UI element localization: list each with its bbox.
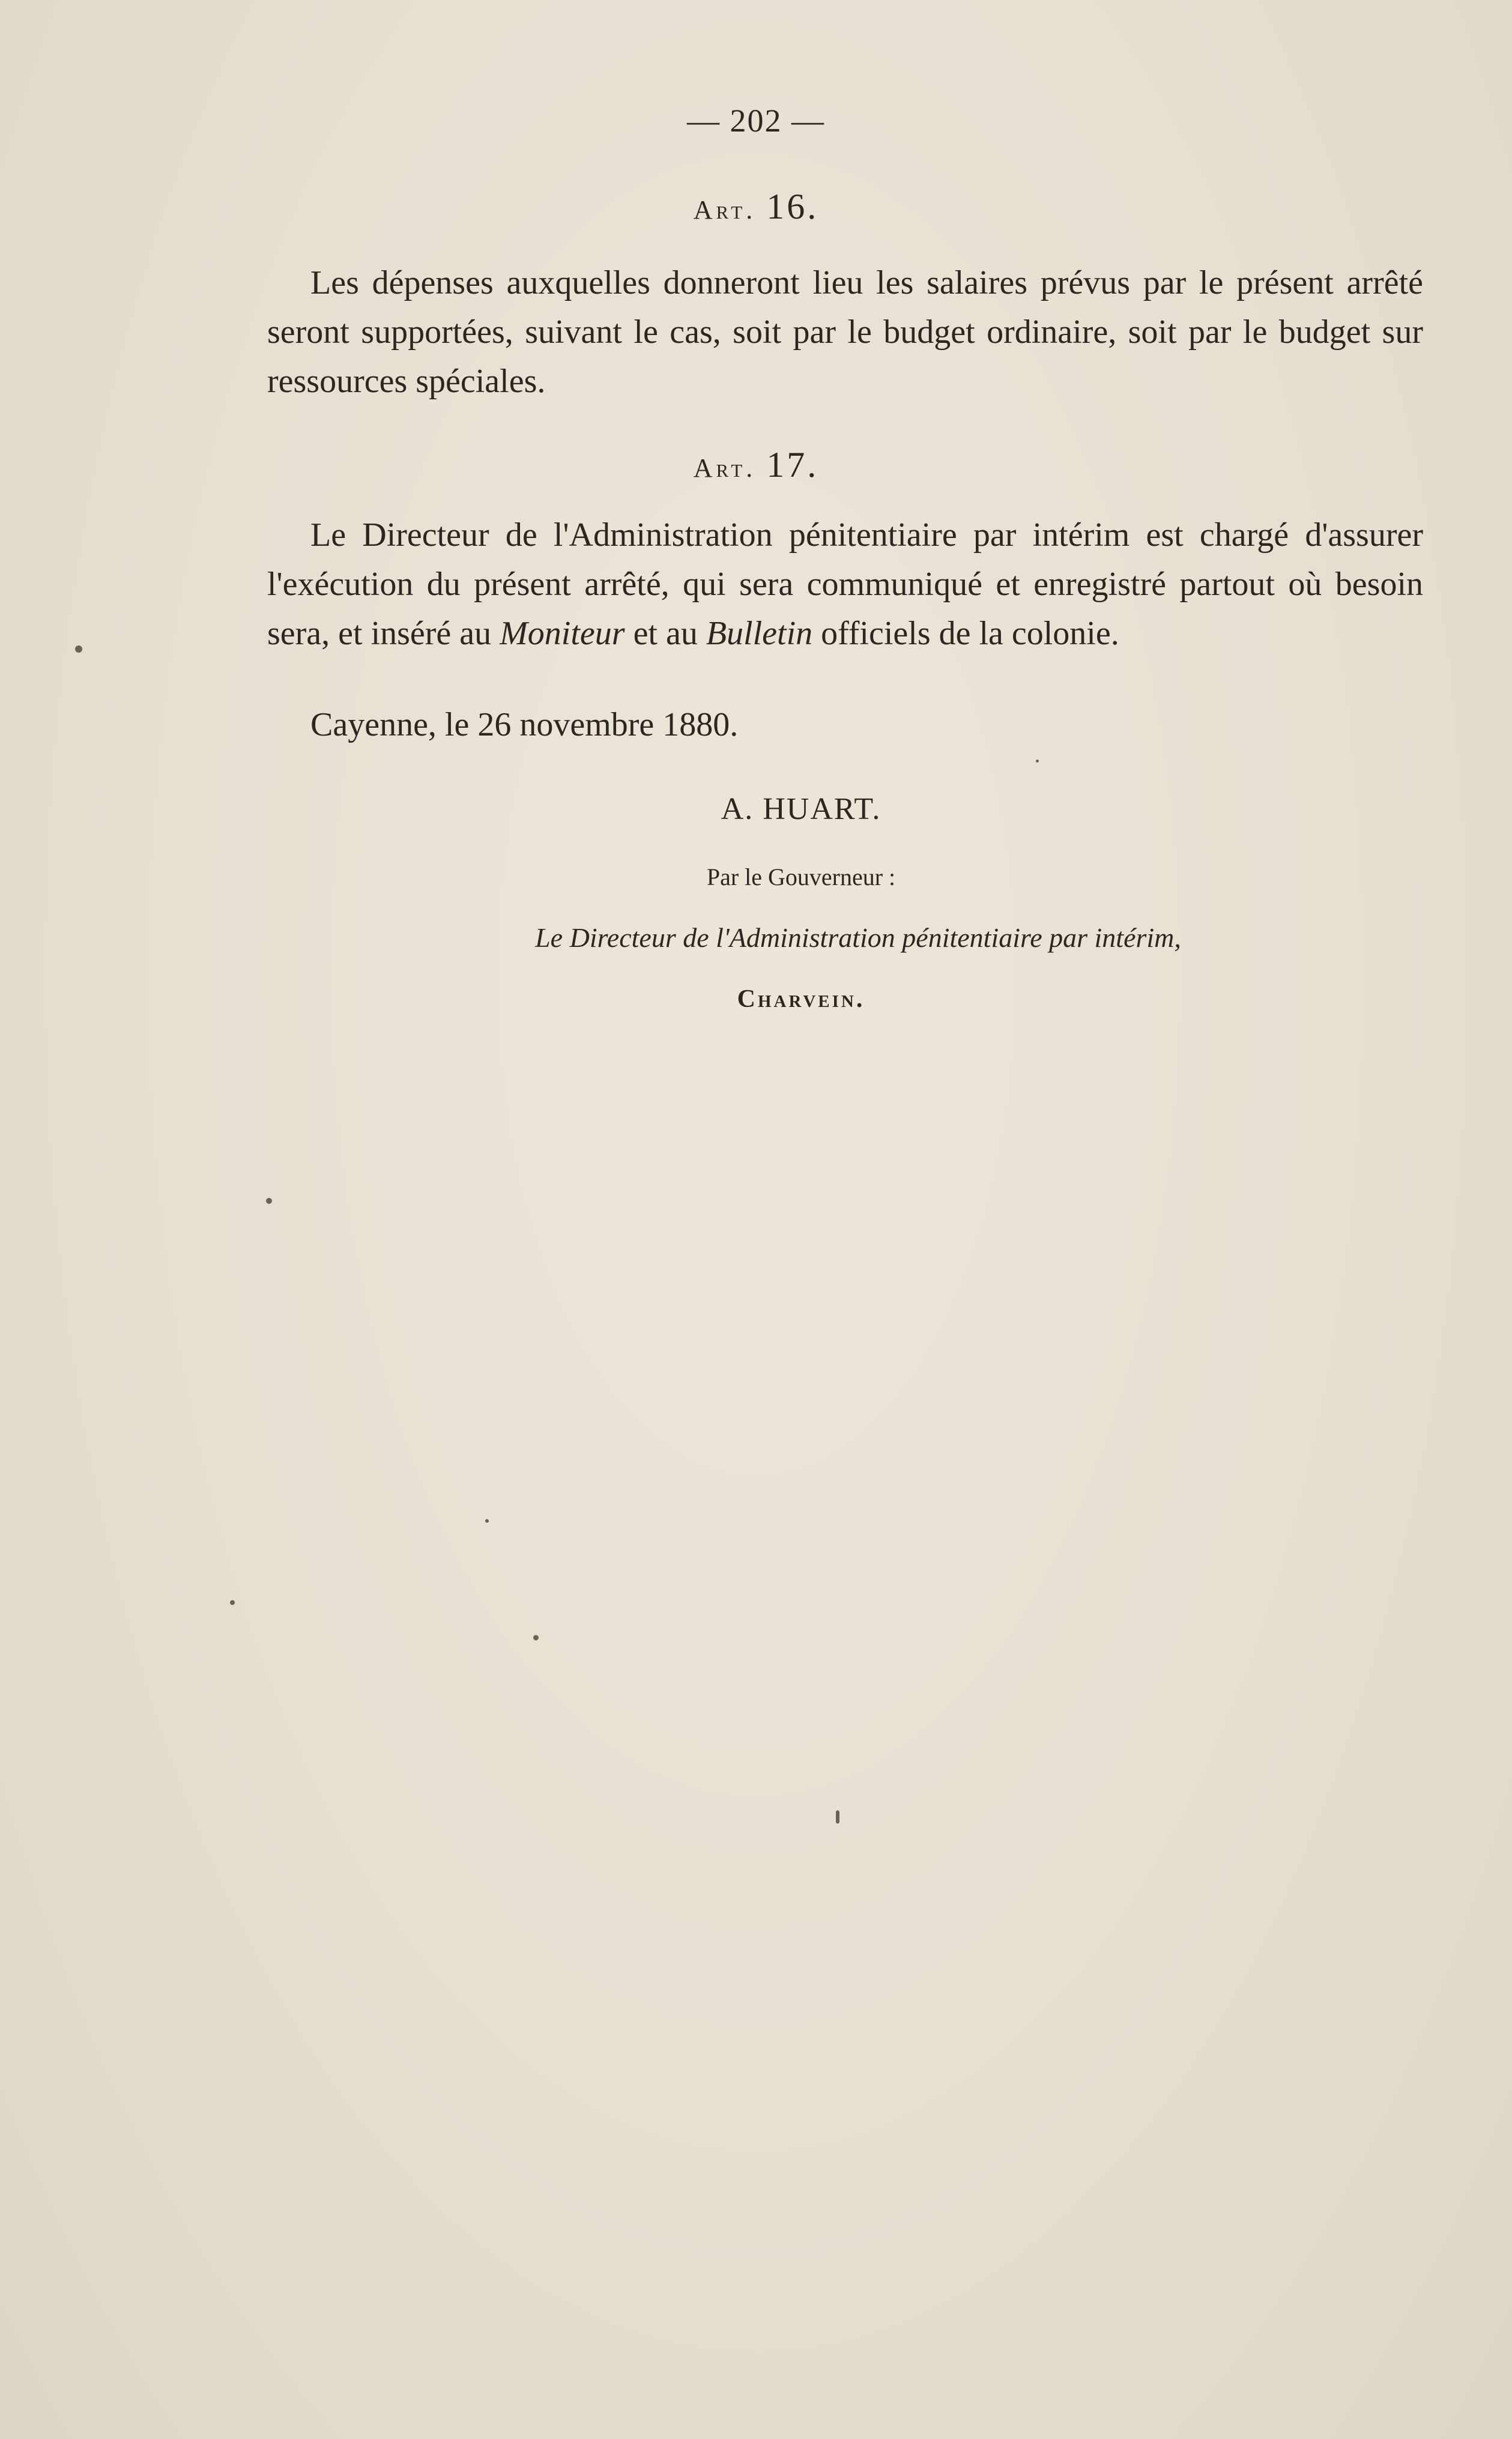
paper-speck <box>75 645 82 653</box>
moniteur-title: Moniteur <box>500 615 625 652</box>
article-heading-number: 16. <box>766 187 819 226</box>
paper-speck <box>485 1519 489 1523</box>
bulletin-title: Bulletin <box>706 615 813 652</box>
paper-speck <box>230 1600 235 1605</box>
article-heading-prefix: Art. <box>693 195 757 225</box>
paper-speck <box>836 1810 839 1824</box>
signatory-title: Le Directeur de l'Administration pénitentiaire par intérim, <box>535 922 1181 953</box>
paper-speck <box>533 1635 539 1640</box>
by-governor-line: Par le Gouverneur : <box>706 863 896 890</box>
article-17-text <box>267 510 1423 658</box>
dateline: Cayenne, le 26 novembre 1880. <box>310 706 739 743</box>
paper-speck <box>266 1198 272 1204</box>
article-heading-number: 17. <box>766 445 819 485</box>
article-16-heading <box>0 186 1512 228</box>
article-17-text-start: Le Directeur de l'Administration pénitentiaire par intérim est chargé d'assurer l'exécution du présent arrêté, qui sera communiqué et enregistré partout où besoin sera, et inséré au <box>267 516 1423 652</box>
article-17-heading <box>0 444 1512 486</box>
signatory-name: Charvein. <box>737 985 865 1013</box>
article-16-text: Les dépenses auxquelles donneront lieu les salaires prévus par le présent arrêté seront supportées, suivant le cas, soit par le budget ordinaire, soit par le budget sur ressources spéciales. <box>267 264 1423 400</box>
signature-name: A. HUART. <box>721 792 881 826</box>
article-17-text-end: officiels de la colonie. <box>812 615 1119 652</box>
paper-speck <box>1036 760 1039 763</box>
article-heading-prefix: Art. <box>693 453 757 483</box>
page-number: — 202 — <box>687 103 825 139</box>
article-17-text-middle: et au <box>624 615 706 652</box>
